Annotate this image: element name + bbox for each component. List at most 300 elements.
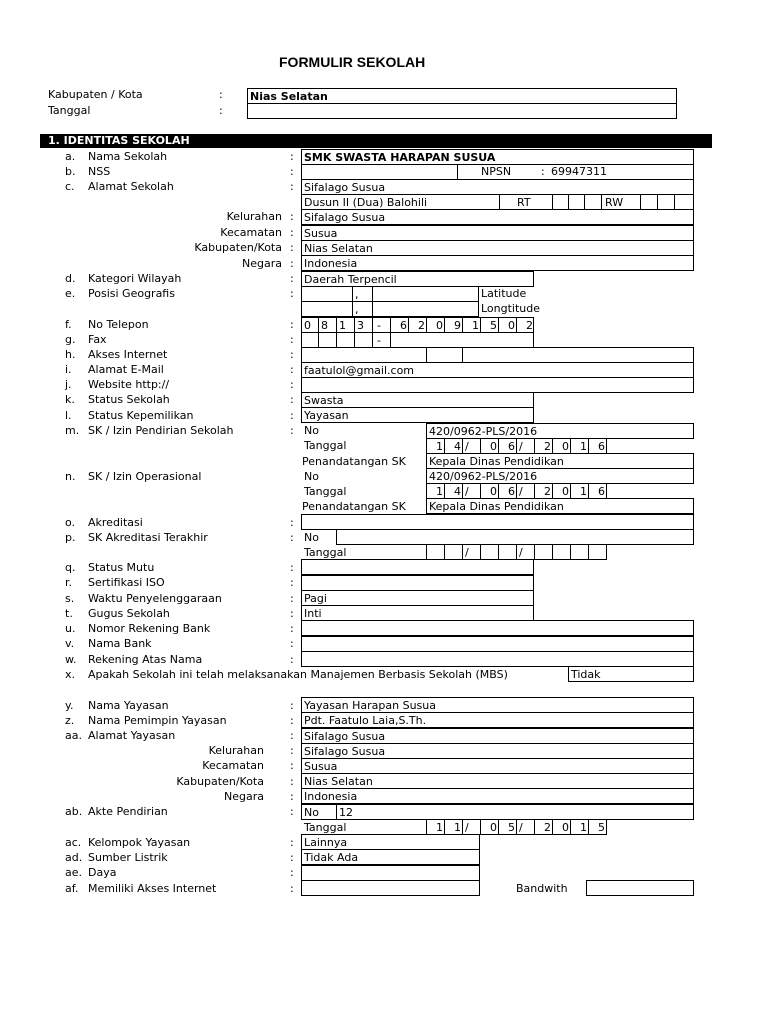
label-rekening-atas-nama: Rekening Atas Nama bbox=[88, 653, 203, 666]
colon: : bbox=[290, 531, 294, 544]
digit: 2 bbox=[544, 485, 551, 498]
bandwith-field[interactable] bbox=[586, 880, 694, 896]
rt-label: RT bbox=[517, 196, 531, 209]
colon: : bbox=[290, 714, 294, 727]
website-field[interactable] bbox=[301, 377, 694, 393]
page-title: FORMULIR SEKOLAH bbox=[279, 54, 426, 70]
daya-field[interactable] bbox=[301, 865, 480, 881]
label-nss: NSS bbox=[88, 165, 111, 178]
email-value: faatulol@gmail.com bbox=[304, 364, 415, 377]
label-akses-internet: Akses Internet bbox=[88, 348, 168, 361]
rekening-atas-nama-field[interactable] bbox=[301, 651, 694, 667]
lat-min-field[interactable] bbox=[352, 286, 373, 302]
digit: 2 bbox=[544, 821, 551, 834]
n-penandatangan-value: Kepala Dinas Pendidikan bbox=[429, 500, 564, 513]
akte-tanggal-digit[interactable] bbox=[444, 819, 463, 835]
n-tanggal-digit[interactable] bbox=[552, 483, 571, 499]
digit: 0 bbox=[562, 440, 569, 453]
digit: 6 bbox=[508, 440, 515, 453]
y-negara-field[interactable] bbox=[301, 788, 694, 804]
telepon-digit[interactable] bbox=[462, 317, 481, 333]
digit: 2 bbox=[418, 319, 425, 332]
label-gugus-sekolah: Gugus Sekolah bbox=[88, 607, 170, 620]
letter: u. bbox=[65, 622, 76, 635]
label-nomor-rekening: Nomor Rekening Bank bbox=[88, 622, 211, 635]
fax-cell[interactable] bbox=[301, 332, 319, 348]
akte-tanggal-digit[interactable] bbox=[552, 819, 571, 835]
n-tanggal-digit[interactable] bbox=[444, 483, 463, 499]
label-no-telepon: No Telepon bbox=[88, 318, 149, 331]
akte-no-label: No bbox=[304, 806, 319, 819]
y-kecamatan-field[interactable] bbox=[301, 758, 694, 774]
colon: : bbox=[290, 607, 294, 620]
fax-cell[interactable] bbox=[354, 332, 373, 348]
label-daya: Daya bbox=[88, 866, 117, 879]
label-alamat-yayasan: Alamat Yayasan bbox=[88, 729, 176, 742]
status-sekolah-field[interactable] bbox=[301, 392, 534, 408]
telepon-digit[interactable] bbox=[444, 317, 463, 333]
kecamatan-field[interactable] bbox=[301, 225, 694, 241]
colon: : bbox=[290, 318, 294, 331]
akte-tanggal-digit[interactable] bbox=[426, 819, 445, 835]
n-tanggal-digit[interactable] bbox=[498, 483, 517, 499]
letter: ab. bbox=[65, 805, 83, 818]
digit: / bbox=[519, 485, 523, 498]
colon: : bbox=[290, 424, 294, 437]
rt-cell[interactable] bbox=[568, 194, 585, 210]
negara-value: Indonesia bbox=[304, 257, 358, 270]
colon: : bbox=[290, 851, 294, 864]
colon: : bbox=[290, 775, 294, 788]
npsn-value[interactable]: 69947311 bbox=[551, 165, 607, 178]
digit: 6 bbox=[598, 440, 605, 453]
telepon-digit[interactable] bbox=[480, 317, 499, 333]
letter: h. bbox=[65, 348, 76, 361]
letter: d. bbox=[65, 272, 76, 285]
akte-tanggal-digit[interactable] bbox=[516, 819, 535, 835]
label-mbs: Apakah Sekolah ini telah melaksanakan Manajemen Berbasis Sekolah (MBS) bbox=[88, 668, 508, 681]
colon: : bbox=[290, 348, 294, 361]
colon: : bbox=[290, 836, 294, 849]
waktu-value: Pagi bbox=[304, 592, 327, 605]
colon: : bbox=[290, 363, 294, 376]
m-tanggal-digit[interactable] bbox=[552, 438, 571, 454]
colon: : bbox=[290, 866, 294, 879]
letter: w. bbox=[65, 653, 77, 666]
letter: p. bbox=[65, 531, 76, 544]
label-nama-bank: Nama Bank bbox=[88, 637, 152, 650]
y-kecamatan-value: Susua bbox=[304, 760, 338, 773]
letter: n. bbox=[65, 470, 76, 483]
digit: - bbox=[377, 319, 381, 332]
digit: 4 bbox=[454, 485, 461, 498]
kelompok-yayasan-value: Lainnya bbox=[304, 836, 348, 849]
gugus-field[interactable] bbox=[301, 605, 534, 621]
pemimpin-yayasan-field[interactable] bbox=[301, 712, 694, 728]
digit: / bbox=[465, 440, 469, 453]
email-field[interactable] bbox=[301, 362, 694, 378]
status-kepemilikan-value: Yayasan bbox=[304, 409, 349, 422]
akte-tanggal-digit[interactable] bbox=[462, 819, 481, 835]
colon: : bbox=[290, 653, 294, 666]
colon: : bbox=[290, 210, 294, 223]
telepon-digit[interactable] bbox=[390, 317, 409, 333]
m-tanggal-digit[interactable] bbox=[588, 438, 607, 454]
fax-cell[interactable] bbox=[318, 332, 337, 348]
colon: : bbox=[290, 333, 294, 346]
rw-cell[interactable] bbox=[674, 194, 694, 210]
letter: c. bbox=[65, 180, 75, 193]
sumber-listrik-field[interactable] bbox=[301, 849, 480, 865]
y-negara-value: Indonesia bbox=[304, 790, 358, 803]
letter: z. bbox=[65, 714, 75, 727]
digit: / bbox=[465, 485, 469, 498]
colon: : bbox=[290, 699, 294, 712]
akte-tanggal-digit[interactable] bbox=[498, 819, 517, 835]
digit: 1 bbox=[454, 821, 461, 834]
kategori-value: Daerah Terpencil bbox=[304, 273, 397, 286]
digit: 1 bbox=[580, 485, 587, 498]
status-mutu-field[interactable] bbox=[301, 559, 534, 575]
kelurahan-field[interactable] bbox=[301, 209, 694, 225]
colon: : bbox=[290, 592, 294, 605]
label-y-negara: Negara bbox=[224, 790, 264, 803]
telepon-digit[interactable] bbox=[408, 317, 427, 333]
colon: : bbox=[290, 409, 294, 422]
n-tanggal-digit[interactable] bbox=[588, 483, 607, 499]
colon: : bbox=[290, 165, 294, 178]
colon: : bbox=[290, 241, 294, 254]
colon: : bbox=[290, 759, 294, 772]
akte-tanggal-digit[interactable] bbox=[588, 819, 607, 835]
m-tanggal-digit[interactable] bbox=[516, 438, 535, 454]
letter: ac. bbox=[65, 836, 82, 849]
p-tanggal-digit[interactable] bbox=[516, 544, 535, 560]
long-sec-field[interactable] bbox=[372, 301, 479, 317]
letter: o. bbox=[65, 516, 76, 529]
negara-field[interactable] bbox=[301, 255, 694, 271]
gugus-value: Inti bbox=[304, 607, 322, 620]
colon: : bbox=[290, 805, 294, 818]
nama-yayasan-value: Yayasan Harapan Susua bbox=[304, 699, 436, 712]
n-tanggal-digit[interactable] bbox=[462, 483, 481, 499]
digit: 6 bbox=[400, 319, 407, 332]
y-kabkota-value: Nias Selatan bbox=[304, 775, 373, 788]
letter: b. bbox=[65, 165, 76, 178]
colon: : bbox=[290, 516, 294, 529]
n-no-value: 420/0962-PLS/2016 bbox=[429, 470, 538, 483]
label-kabkota: Kabupaten/Kota bbox=[194, 241, 282, 254]
comma: , bbox=[355, 303, 359, 316]
digit: 1 bbox=[436, 440, 443, 453]
n-tanggal-digit[interactable] bbox=[516, 483, 535, 499]
colon: : bbox=[290, 150, 294, 163]
label-website: Website http:// bbox=[88, 378, 170, 391]
colon: : bbox=[290, 378, 294, 391]
slash: / bbox=[519, 546, 523, 559]
colon: : bbox=[541, 165, 545, 178]
akte-no-field[interactable] bbox=[336, 804, 694, 820]
y-kelurahan-value: Sifalago Susua bbox=[304, 745, 386, 758]
telepon-digit[interactable] bbox=[318, 317, 337, 333]
letter: f. bbox=[65, 318, 72, 331]
digit: 0 bbox=[304, 319, 311, 332]
telepon-digit[interactable] bbox=[516, 317, 534, 333]
letter: e. bbox=[65, 287, 76, 300]
letter: i. bbox=[65, 363, 72, 376]
n-penandatangan-field[interactable] bbox=[426, 498, 694, 514]
kabkota-field[interactable] bbox=[301, 240, 694, 256]
m-tanggal-digit[interactable] bbox=[480, 438, 499, 454]
nama-yayasan-field[interactable] bbox=[301, 697, 694, 713]
fax-cell[interactable] bbox=[372, 332, 391, 348]
digit: 8 bbox=[321, 319, 328, 332]
label-alamat-sekolah: Alamat Sekolah bbox=[88, 180, 174, 193]
kategori-field[interactable] bbox=[301, 271, 534, 287]
label-status-sekolah: Status Sekolah bbox=[88, 393, 170, 406]
letter: v. bbox=[65, 637, 75, 650]
label-sk-akreditasi: SK Akreditasi Terakhir bbox=[88, 531, 208, 544]
alamat-value-1: Sifalago Susua bbox=[304, 181, 386, 194]
m-tanggal-digit[interactable] bbox=[534, 438, 553, 454]
kelompok-yayasan-field[interactable] bbox=[301, 834, 480, 850]
y-kelurahan-field[interactable] bbox=[301, 743, 694, 759]
colon: : bbox=[290, 561, 294, 574]
digit: 1 bbox=[436, 485, 443, 498]
akses-internet-field[interactable] bbox=[301, 347, 427, 363]
akte-tanggal-digit[interactable] bbox=[480, 819, 499, 835]
nss-field[interactable] bbox=[301, 164, 458, 180]
digit: 2 bbox=[544, 440, 551, 453]
colon: : bbox=[290, 637, 294, 650]
rt-cell[interactable] bbox=[584, 194, 602, 210]
letter: l. bbox=[65, 409, 72, 422]
npsn-label: NPSN bbox=[481, 165, 512, 178]
longitude-label: Longtitude bbox=[481, 302, 541, 315]
label-y-kabkota: Kabupaten/Kota bbox=[176, 775, 264, 788]
letter: g. bbox=[65, 333, 76, 346]
m-tanggal-digit[interactable] bbox=[498, 438, 517, 454]
n-penandatangan-label: Penandatangan SK bbox=[302, 500, 406, 513]
digit: 1 bbox=[436, 821, 443, 834]
digit: / bbox=[465, 821, 469, 834]
telepon-digit[interactable] bbox=[354, 317, 373, 333]
p-tanggal-digit[interactable] bbox=[552, 544, 571, 560]
latitude-label: Latitude bbox=[481, 287, 527, 300]
digit: 5 bbox=[508, 821, 515, 834]
label-alamat-email: Alamat E-Mail bbox=[88, 363, 164, 376]
digit: 1 bbox=[472, 319, 479, 332]
alamat-field-2[interactable] bbox=[301, 194, 500, 210]
status-kepemilikan-field[interactable] bbox=[301, 407, 534, 423]
digit: 3 bbox=[357, 319, 364, 332]
letter: ae. bbox=[65, 866, 83, 879]
colon: : bbox=[219, 104, 223, 117]
akreditasi-field[interactable] bbox=[301, 514, 694, 530]
p-tanggal-digit[interactable] bbox=[444, 544, 463, 560]
letter: j. bbox=[65, 378, 72, 391]
waktu-field[interactable] bbox=[301, 590, 534, 606]
lat-deg-field[interactable] bbox=[301, 286, 353, 302]
akte-tanggal-digit[interactable] bbox=[534, 819, 553, 835]
letter: ad. bbox=[65, 851, 83, 864]
label-kelurahan: Kelurahan bbox=[226, 210, 282, 223]
telepon-digit[interactable] bbox=[336, 317, 355, 333]
digit: / bbox=[519, 821, 523, 834]
digit: 0 bbox=[508, 319, 515, 332]
label-posisi-geografis: Posisi Geografis bbox=[88, 287, 175, 300]
colon: : bbox=[290, 272, 294, 285]
long-deg-field[interactable] bbox=[301, 301, 353, 317]
alamat-value-2: Dusun II (Dua) Balohili bbox=[304, 196, 428, 209]
akses-internet-yayasan-field[interactable] bbox=[301, 880, 480, 896]
letter: s. bbox=[65, 592, 75, 605]
digit: / bbox=[519, 440, 523, 453]
digit: 2 bbox=[526, 319, 533, 332]
m-no-value: 420/0962-PLS/2016 bbox=[429, 425, 538, 438]
colon: : bbox=[290, 790, 294, 803]
colon: : bbox=[290, 622, 294, 635]
p-tanggal-digit[interactable] bbox=[588, 544, 607, 560]
rt-cell[interactable] bbox=[552, 194, 569, 210]
digit: 1 bbox=[580, 440, 587, 453]
p-tanggal-digit[interactable] bbox=[570, 544, 589, 560]
mbs-field[interactable] bbox=[568, 666, 694, 682]
sertifikasi-iso-field[interactable] bbox=[301, 575, 534, 591]
rw-cell[interactable] bbox=[657, 194, 675, 210]
p-tanggal-digit[interactable] bbox=[534, 544, 553, 560]
rekening-bank-field[interactable] bbox=[301, 620, 694, 636]
label-nama-yayasan: Nama Yayasan bbox=[88, 699, 169, 712]
slash: / bbox=[465, 546, 469, 559]
alamat-field-1[interactable] bbox=[301, 179, 694, 195]
tanggal-field[interactable] bbox=[247, 103, 677, 119]
label-kelompok-yayasan: Kelompok Yayasan bbox=[88, 836, 191, 849]
colon: : bbox=[290, 226, 294, 239]
label-y-kecamatan: Kecamatan bbox=[202, 759, 264, 772]
label-akreditasi: Akreditasi bbox=[88, 516, 143, 529]
n-tanggal-label: Tanggal bbox=[304, 485, 347, 498]
letter: m. bbox=[65, 424, 80, 437]
p-tanggal-digit[interactable] bbox=[462, 544, 481, 560]
digit: 5 bbox=[490, 319, 497, 332]
label-nama-sekolah: Nama Sekolah bbox=[88, 150, 168, 163]
m-tanggal-digit[interactable] bbox=[570, 438, 589, 454]
n-no-field[interactable] bbox=[426, 468, 694, 484]
y-kabkota-field[interactable] bbox=[301, 773, 694, 789]
telepon-digit[interactable] bbox=[301, 317, 319, 333]
fax-cell[interactable] bbox=[336, 332, 355, 348]
p-tanggal-digit[interactable] bbox=[426, 544, 445, 560]
tanggal-label: Tanggal bbox=[48, 104, 91, 117]
nama-bank-field[interactable] bbox=[301, 636, 694, 652]
m-penandatangan-value: Kepala Dinas Pendidikan bbox=[429, 455, 564, 468]
comma: , bbox=[355, 288, 359, 301]
label-sumber-listrik: Sumber Listrik bbox=[88, 851, 168, 864]
m-tanggal-digit[interactable] bbox=[444, 438, 463, 454]
m-penandatangan-label: Penandatangan SK bbox=[302, 455, 406, 468]
rw-label-cell bbox=[601, 194, 641, 210]
colon: : bbox=[290, 744, 294, 757]
telepon-digit[interactable] bbox=[498, 317, 517, 333]
lat-sec-field[interactable] bbox=[372, 286, 479, 302]
telepon-digit[interactable] bbox=[372, 317, 391, 333]
p-tanggal-digit[interactable] bbox=[480, 544, 499, 560]
colon: : bbox=[290, 882, 294, 895]
long-min-field[interactable] bbox=[352, 301, 373, 317]
label-pemimpin-yayasan: Nama Pemimpin Yayasan bbox=[88, 714, 227, 727]
letter: t. bbox=[65, 607, 73, 620]
section-title: 1. IDENTITAS SEKOLAH bbox=[48, 134, 190, 147]
label-akte-pendirian: Akte Pendirian bbox=[88, 805, 168, 818]
m-tanggal-digit[interactable] bbox=[462, 438, 481, 454]
digit: 1 bbox=[580, 821, 587, 834]
m-penandatangan-field[interactable] bbox=[426, 453, 694, 469]
p-no-label: No bbox=[304, 531, 319, 544]
akses-internet-cell[interactable] bbox=[462, 347, 694, 363]
colon: : bbox=[219, 88, 223, 101]
letter: y. bbox=[65, 699, 74, 712]
sumber-listrik-value: Tidak Ada bbox=[304, 851, 359, 864]
m-no-field[interactable] bbox=[426, 423, 694, 439]
letter: af. bbox=[65, 882, 79, 895]
akte-tanggal-label: Tanggal bbox=[304, 821, 347, 834]
p-no-field[interactable] bbox=[336, 529, 694, 545]
p-tanggal-digit[interactable] bbox=[498, 544, 517, 560]
n-tanggal-digit[interactable] bbox=[570, 483, 589, 499]
digit: 6 bbox=[598, 485, 605, 498]
telepon-digit[interactable] bbox=[426, 317, 445, 333]
label-sertifikasi-iso: Sertifikasi ISO bbox=[88, 576, 165, 589]
label-sk-pendirian: SK / Izin Pendirian Sekolah bbox=[88, 424, 234, 437]
label-kategori-wilayah: Kategori Wilayah bbox=[88, 272, 182, 285]
kabupaten-label: Kabupaten / Kota bbox=[48, 88, 143, 101]
colon: : bbox=[290, 576, 294, 589]
digit: 1 bbox=[339, 319, 346, 332]
digit: 0 bbox=[490, 440, 497, 453]
fax-field[interactable] bbox=[390, 332, 534, 348]
label-sk-operasional: SK / Izin Operasional bbox=[88, 470, 202, 483]
rw-label: RW bbox=[605, 196, 624, 209]
rw-cell[interactable] bbox=[640, 194, 658, 210]
n-tanggal-digit[interactable] bbox=[480, 483, 499, 499]
letter: x. bbox=[65, 668, 76, 681]
kecamatan-value: Susua bbox=[304, 227, 338, 240]
digit: 0 bbox=[436, 319, 443, 332]
colon: : bbox=[290, 287, 294, 300]
label-negara: Negara bbox=[242, 257, 282, 270]
kabupaten-field[interactable] bbox=[247, 88, 677, 104]
nama-sekolah-field[interactable] bbox=[301, 149, 694, 165]
label-akses-internet-yayasan: Memiliki Akses Internet bbox=[88, 882, 217, 895]
n-tanggal-digit[interactable] bbox=[534, 483, 553, 499]
label-kecamatan: Kecamatan bbox=[220, 226, 282, 239]
p-tanggal-label: Tanggal bbox=[304, 546, 347, 559]
kabupaten-value: Nias Selatan bbox=[250, 90, 328, 103]
mbs-value: Tidak bbox=[571, 668, 601, 681]
digit: 9 bbox=[454, 319, 461, 332]
akte-no-label-cell bbox=[301, 804, 337, 820]
akte-tanggal-digit[interactable] bbox=[570, 819, 589, 835]
digit: 0 bbox=[490, 485, 497, 498]
digit: 6 bbox=[508, 485, 515, 498]
akses-internet-cell[interactable] bbox=[426, 347, 463, 363]
label-waktu-penyelenggaraan: Waktu Penyelenggaraan bbox=[88, 592, 222, 605]
n-tanggal-digit[interactable] bbox=[426, 483, 445, 499]
alamat-yayasan-field[interactable] bbox=[301, 728, 694, 744]
kabkota-value: Nias Selatan bbox=[304, 242, 373, 255]
m-tanggal-digit[interactable] bbox=[426, 438, 445, 454]
